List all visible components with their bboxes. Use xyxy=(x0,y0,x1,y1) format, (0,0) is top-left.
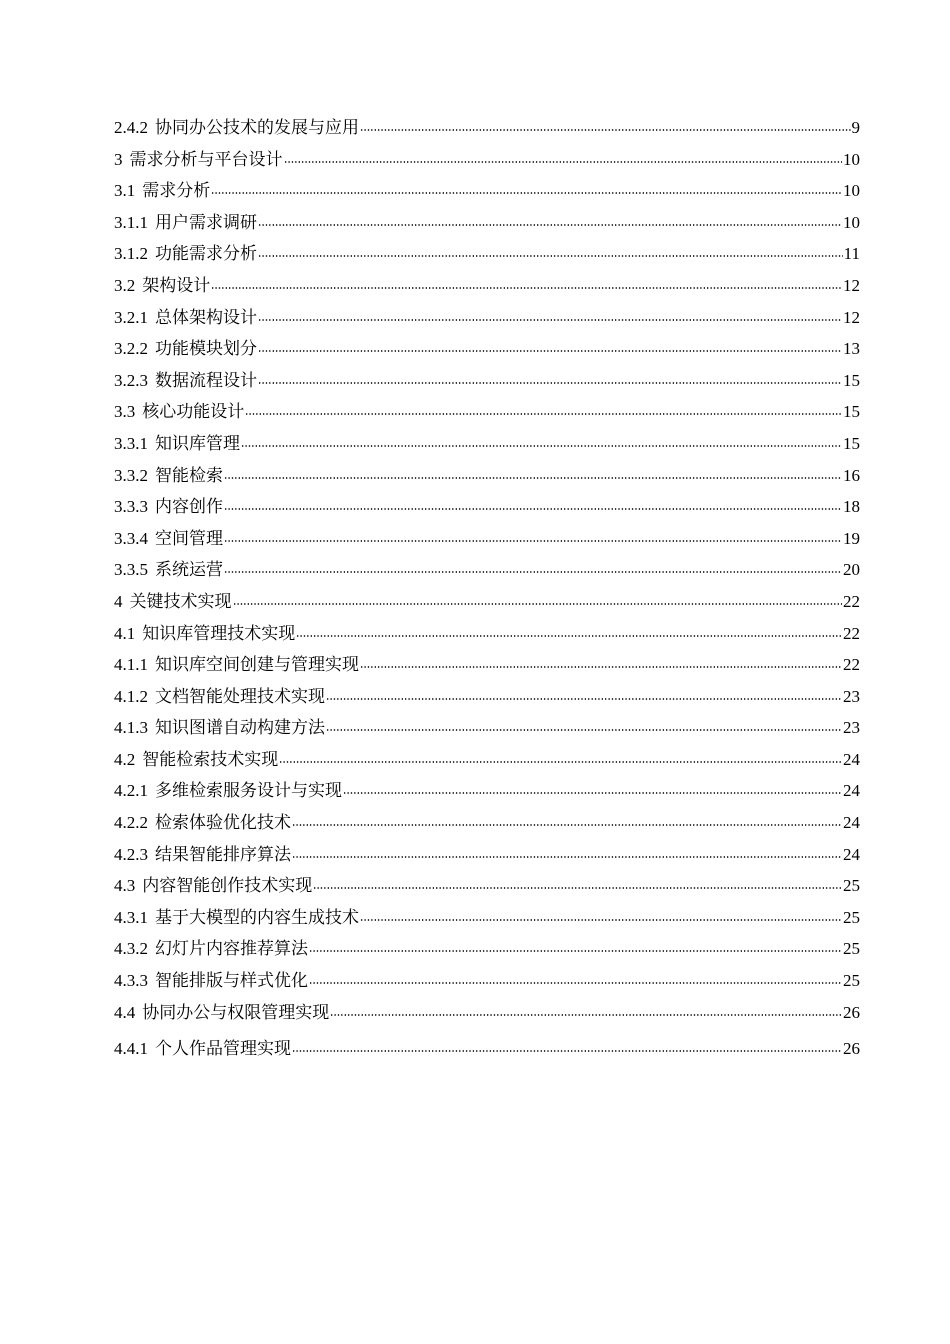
toc-entry-title: 幻灯片内容推荐算法 xyxy=(155,939,308,959)
dot-leader xyxy=(258,224,842,226)
dot-leader xyxy=(258,319,842,321)
toc-entry-number: 4.1.2 xyxy=(114,686,148,706)
toc-entry-number: 3.3.4 xyxy=(114,528,148,548)
toc-entry[interactable] xyxy=(114,365,860,397)
toc-entry[interactable] xyxy=(114,554,860,586)
toc-entry-page-number: 10 xyxy=(843,149,860,169)
toc-entry-number: 2.4.2 xyxy=(114,118,148,137)
toc-entry[interactable] xyxy=(114,491,860,523)
toc-entry-number: 4.2.2 xyxy=(114,813,148,833)
toc-entry[interactable] xyxy=(114,997,860,1029)
toc-entry-title: 检索体验优化技术 xyxy=(155,813,291,833)
toc-entry-number: 4.2.3 xyxy=(114,844,148,864)
dot-leader xyxy=(258,255,843,257)
table-of-contents xyxy=(114,112,860,1065)
toc-entry-page-number: 15 xyxy=(843,402,860,422)
toc-entry[interactable] xyxy=(114,333,860,365)
toc-entry-title: 需求分析与平台设计 xyxy=(129,149,283,169)
dot-leader xyxy=(224,540,842,542)
toc-entry-page-number: 13 xyxy=(843,339,860,359)
toc-entry-number: 4 xyxy=(114,591,123,611)
toc-entry-number: 3.3.3 xyxy=(114,497,148,517)
toc-entry[interactable] xyxy=(114,396,860,428)
dot-leader xyxy=(258,350,842,352)
dot-leader xyxy=(292,824,842,826)
toc-entry-number: 4.3.3 xyxy=(114,971,148,991)
toc-entry-number: 4.3.1 xyxy=(114,907,148,927)
toc-entry-number: 3.3.1 xyxy=(114,433,148,453)
toc-entry-page-number: 22 xyxy=(843,655,860,675)
toc-entry[interactable] xyxy=(114,175,860,207)
dot-leader xyxy=(360,666,842,668)
toc-entry-title: 智能排版与样式优化 xyxy=(155,971,308,991)
toc-entry[interactable] xyxy=(114,302,860,334)
dot-leader xyxy=(241,445,842,447)
toc-entry-title: 功能需求分析 xyxy=(155,244,257,264)
toc-entry-page-number: 12 xyxy=(843,307,860,327)
toc-entry-page-number: 23 xyxy=(843,686,860,706)
toc-entry-title: 用户需求调研 xyxy=(155,212,257,232)
toc-entry-title: 功能模块划分 xyxy=(155,339,257,359)
dot-leader xyxy=(233,603,843,605)
toc-entry-page-number: 23 xyxy=(843,718,860,738)
toc-entry-page-number: 25 xyxy=(843,939,860,959)
toc-entry[interactable] xyxy=(114,839,860,871)
toc-entry-page-number: 25 xyxy=(843,907,860,927)
toc-entry[interactable] xyxy=(114,618,860,650)
dot-leader xyxy=(279,761,842,763)
dot-leader xyxy=(292,856,842,858)
toc-entry-number: 4.3.2 xyxy=(114,939,148,959)
toc-entry-number: 3.3 xyxy=(114,402,136,422)
toc-entry[interactable] xyxy=(114,428,860,460)
toc-entry-page-number: 24 xyxy=(843,749,860,769)
toc-entry-number: 4.1.1 xyxy=(114,655,148,675)
dot-leader xyxy=(313,887,842,889)
toc-entry[interactable] xyxy=(114,807,860,839)
toc-entry-page-number: 12 xyxy=(843,275,860,295)
toc-entry[interactable] xyxy=(114,649,860,681)
toc-entry-page-number: 10 xyxy=(843,212,860,232)
toc-entry-page-number: 26 xyxy=(843,1002,860,1022)
toc-entry-number: 3.2.1 xyxy=(114,307,148,327)
toc-entry-title: 数据流程设计 xyxy=(155,370,257,390)
toc-entry-title: 系统运营 xyxy=(155,560,223,580)
toc-entry-title: 结果智能排序算法 xyxy=(155,844,291,864)
toc-entry-page-number: 24 xyxy=(843,781,860,801)
toc-entry-page-number: 18 xyxy=(843,497,860,517)
toc-entry-title: 协同办公与权限管理实现 xyxy=(142,1002,330,1022)
toc-entry-number: 3.2.2 xyxy=(114,339,148,359)
toc-entry-title: 智能检索 xyxy=(155,465,223,485)
toc-entry-page-number: 26 xyxy=(843,1039,860,1059)
toc-entry-number: 3.1.1 xyxy=(114,212,148,232)
toc-entry[interactable] xyxy=(114,965,860,997)
dot-leader xyxy=(211,287,842,289)
toc-entry[interactable] xyxy=(114,744,860,776)
toc-entry-page-number: 20 xyxy=(843,560,860,580)
toc-entry-number: 3.3.5 xyxy=(114,560,148,580)
toc-entry-number: 4.2 xyxy=(114,749,136,769)
dot-leader xyxy=(284,161,843,163)
toc-entry-title: 协同办公技术的发展与应用 xyxy=(155,118,359,137)
toc-entry[interactable] xyxy=(114,775,860,807)
dot-leader xyxy=(296,635,842,637)
toc-entry-title: 需求分析 xyxy=(142,181,211,201)
toc-entry-page-number: 11 xyxy=(843,244,860,264)
toc-entry-page-number: 24 xyxy=(843,813,860,833)
dot-leader xyxy=(343,792,842,794)
dot-leader xyxy=(224,571,842,573)
dot-leader xyxy=(330,1014,842,1016)
toc-entry-title: 知识库管理技术实现 xyxy=(142,623,296,643)
toc-entry-number: 4.3 xyxy=(114,876,136,896)
toc-entry-number: 4.1 xyxy=(114,623,136,643)
dot-leader xyxy=(326,729,842,731)
toc-entry-number: 3.2.3 xyxy=(114,370,148,390)
toc-entry-title: 知识图谱自动构建方法 xyxy=(155,718,325,738)
toc-entry[interactable] xyxy=(114,270,860,302)
toc-entry-title: 基于大模型的内容生成技术 xyxy=(155,907,359,927)
toc-entry-title: 个人作品管理实现 xyxy=(155,1039,291,1059)
toc-entry-page-number: 10 xyxy=(843,181,860,201)
toc-entry-page-number: 24 xyxy=(843,844,860,864)
toc-entry-title: 关键技术实现 xyxy=(129,591,232,611)
toc-entry-title: 内容智能创作技术实现 xyxy=(142,876,313,896)
toc-entry[interactable] xyxy=(114,870,860,902)
toc-entry-title: 智能检索技术实现 xyxy=(142,749,279,769)
dot-leader xyxy=(245,413,842,415)
toc-entry-title: 知识库空间创建与管理实现 xyxy=(155,655,359,675)
toc-entry[interactable] xyxy=(114,460,860,492)
toc-entry-page-number: 25 xyxy=(843,971,860,991)
toc-entry-page-number: 19 xyxy=(843,528,860,548)
toc-entry[interactable] xyxy=(114,238,860,270)
toc-entry-number: 3.2 xyxy=(114,275,136,295)
toc-entry-number: 3.3.2 xyxy=(114,465,148,485)
toc-entry-number: 3.1.2 xyxy=(114,244,148,264)
toc-entry[interactable] xyxy=(114,712,860,744)
toc-entry-title: 架构设计 xyxy=(142,275,211,295)
toc-entry-number: 4.1.3 xyxy=(114,718,148,738)
toc-entry[interactable] xyxy=(114,144,860,176)
dot-leader xyxy=(360,129,851,131)
toc-entry-title: 总体架构设计 xyxy=(155,307,257,327)
dot-leader xyxy=(309,950,842,952)
toc-entry-title: 内容创作 xyxy=(155,497,223,517)
toc-entry-page-number: 15 xyxy=(843,433,860,453)
toc-entry[interactable] xyxy=(114,586,860,618)
toc-entry-page-number: 25 xyxy=(843,876,860,896)
toc-entry[interactable] xyxy=(114,523,860,555)
toc-entry[interactable] xyxy=(114,112,860,144)
dot-leader xyxy=(211,192,842,194)
toc-entry[interactable] xyxy=(114,902,860,934)
toc-entry[interactable] xyxy=(114,1033,860,1065)
toc-entry[interactable] xyxy=(114,933,860,965)
dot-leader xyxy=(224,508,842,510)
toc-entry-page-number: 15 xyxy=(843,370,860,390)
toc-entry-title: 知识库管理 xyxy=(155,433,240,453)
toc-entry-page-number: 22 xyxy=(843,591,860,611)
toc-entry-title: 文档智能处理技术实现 xyxy=(155,686,325,706)
dot-leader xyxy=(224,477,842,479)
dot-leader xyxy=(258,382,842,384)
dot-leader xyxy=(309,982,842,984)
toc-entry-title: 核心功能设计 xyxy=(142,402,245,422)
toc-entry[interactable] xyxy=(114,207,860,239)
toc-entry[interactable] xyxy=(114,681,860,713)
toc-entry-page-number: 9 xyxy=(851,118,860,137)
dot-leader xyxy=(292,1050,842,1052)
toc-entry-page-number: 22 xyxy=(843,623,860,643)
toc-entry-title: 多维检索服务设计与实现 xyxy=(155,781,342,801)
dot-leader xyxy=(360,919,842,921)
dot-leader xyxy=(326,698,842,700)
toc-entry-number: 4.2.1 xyxy=(114,781,148,801)
toc-entry-page-number: 16 xyxy=(843,465,860,485)
toc-entry-number: 3.1 xyxy=(114,181,136,201)
toc-entry-number: 4.4 xyxy=(114,1002,136,1022)
toc-entry-number: 3 xyxy=(114,149,123,169)
toc-entry-number: 4.4.1 xyxy=(114,1039,148,1059)
toc-entry-title: 空间管理 xyxy=(155,528,223,548)
